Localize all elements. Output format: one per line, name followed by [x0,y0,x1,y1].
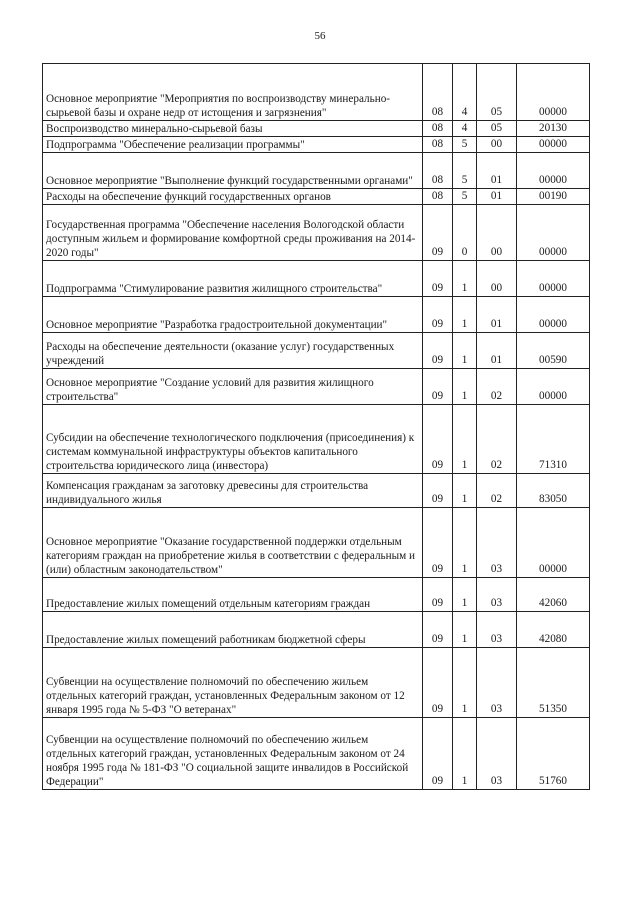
expense-name-cell: Подпрограмма "Стимулирование развития жилищного строительства" [43,261,423,297]
expense-name-cell: Субвенции на осуществление полномочий по обеспечению жильем отдельных категорий граждан, установленных Федеральным законом от 12 января 1995 года № 5-ФЗ "О ветеранах" [43,648,423,718]
subprogram-code-cell: 1 [453,612,477,648]
expense-name-cell: Расходы на обеспечение деятельности (оказание услуг) государственных учреждений [43,333,423,369]
subprogram-code-cell: 1 [453,474,477,508]
expense-name-cell: Субвенции на осуществление полномочий по обеспечению жильем отдельных категорий граждан, установленных Федеральным законом от 24 ноября 1995 года № 181-ФЗ "О социальной защите инвалидов в Российской Федерации" [43,718,423,790]
expense-direction-code-cell: 83050 [517,474,590,508]
expense-name-cell: Основное мероприятие "Разработка градостроительной документации" [43,297,423,333]
measure-code-cell: 05 [477,64,517,121]
expense-direction-code-cell: 00000 [517,153,590,189]
program-code-cell: 08 [423,189,453,205]
measure-code-cell: 03 [477,648,517,718]
table-row [43,508,590,578]
program-code-cell: 09 [423,261,453,297]
measure-code-cell: 05 [477,121,517,137]
expense-direction-code-cell: 00000 [517,137,590,153]
table-body [43,64,590,790]
program-code-cell: 09 [423,333,453,369]
program-code-cell: 08 [423,121,453,137]
subprogram-code-cell: 1 [453,405,477,474]
subprogram-code-cell: 0 [453,205,477,261]
program-code-cell: 09 [423,648,453,718]
expense-direction-code-cell: 00000 [517,508,590,578]
program-code-cell: 09 [423,297,453,333]
expense-direction-code-cell: 42060 [517,578,590,612]
budget-classification-table [42,63,590,790]
expense-name-cell: Предоставление жилых помещений работникам бюджетной сферы [43,612,423,648]
expense-direction-code-cell: 00000 [517,369,590,405]
table-row [43,369,590,405]
expense-direction-code-cell: 71310 [517,405,590,474]
subprogram-code-cell: 5 [453,153,477,189]
expense-direction-code-cell: 51350 [517,648,590,718]
expense-direction-code-cell: 00190 [517,189,590,205]
measure-code-cell: 01 [477,333,517,369]
subprogram-code-cell: 1 [453,297,477,333]
program-code-cell: 09 [423,612,453,648]
subprogram-code-cell: 4 [453,121,477,137]
expense-name-cell: Основное мероприятие "Выполнение функций государственными органами" [43,153,423,189]
expense-direction-code-cell: 20130 [517,121,590,137]
subprogram-code-cell: 1 [453,718,477,790]
subprogram-code-cell: 1 [453,333,477,369]
measure-code-cell: 00 [477,137,517,153]
expense-name-cell: Компенсация гражданам за заготовку древесины для строительства индивидуального жилья [43,474,423,508]
expense-name-cell: Основное мероприятие "Мероприятия по воспроизводству минерально-сырьевой базы и охране недр от истощения и загрязнения" [43,64,423,121]
expense-direction-code-cell: 42080 [517,612,590,648]
expense-direction-code-cell: 00000 [517,261,590,297]
expense-name-cell: Подпрограмма "Обеспечение реализации программы" [43,137,423,153]
measure-code-cell: 01 [477,297,517,333]
subprogram-code-cell: 1 [453,369,477,405]
measure-code-cell: 01 [477,189,517,205]
measure-code-cell: 02 [477,474,517,508]
measure-code-cell: 00 [477,205,517,261]
program-code-cell: 09 [423,369,453,405]
program-code-cell: 08 [423,64,453,121]
program-code-cell: 09 [423,578,453,612]
measure-code-cell: 03 [477,508,517,578]
table-row [43,297,590,333]
expense-name-cell: Предоставление жилых помещений отдельным категориям граждан [43,578,423,612]
program-code-cell: 09 [423,718,453,790]
table-row [43,64,590,121]
page-number: 56 [314,30,326,42]
table-row [43,189,590,205]
table-row [43,718,590,790]
expense-direction-code-cell: 00590 [517,333,590,369]
subprogram-code-cell: 1 [453,578,477,612]
table-row [43,333,590,369]
program-code-cell: 08 [423,153,453,189]
expense-direction-code-cell: 00000 [517,64,590,121]
subprogram-code-cell: 5 [453,137,477,153]
subprogram-code-cell: 1 [453,261,477,297]
table-row [43,137,590,153]
measure-code-cell: 02 [477,405,517,474]
table-row [43,578,590,612]
expense-direction-code-cell: 51760 [517,718,590,790]
table-row [43,648,590,718]
measure-code-cell: 01 [477,153,517,189]
table-row [43,474,590,508]
measure-code-cell: 03 [477,718,517,790]
expense-name-cell: Воспроизводство минерально-сырьевой базы [43,121,423,137]
program-code-cell: 09 [423,474,453,508]
program-code-cell: 09 [423,405,453,474]
table-row [43,261,590,297]
measure-code-cell: 02 [477,369,517,405]
program-code-cell: 09 [423,205,453,261]
table-row [43,405,590,474]
measure-code-cell: 03 [477,578,517,612]
subprogram-code-cell: 5 [453,189,477,205]
subprogram-code-cell: 1 [453,508,477,578]
program-code-cell: 08 [423,137,453,153]
expense-name-cell: Основное мероприятие "Создание условий для развития жилищного строительства" [43,369,423,405]
table-row [43,612,590,648]
expense-name-cell: Государственная программа "Обеспечение населения Вологодской области доступным жильем и формирование комфортной среды проживания на 2014-2020 годы" [43,205,423,261]
measure-code-cell: 00 [477,261,517,297]
measure-code-cell: 03 [477,612,517,648]
subprogram-code-cell: 4 [453,64,477,121]
table-row [43,153,590,189]
expense-direction-code-cell: 00000 [517,297,590,333]
expense-name-cell: Основное мероприятие "Оказание государственной поддержки отдельным категориям граждан на приобретение жилья в соответствии с федеральным и (или) областным законодательством" [43,508,423,578]
expense-name-cell: Субсидии на обеспечение технологического подключения (присоединения) к системам коммунальной инфраструктуры объектов капитального строительства юридического лица (инвестора) [43,405,423,474]
expense-name-cell: Расходы на обеспечение функций государственных органов [43,189,423,205]
expense-direction-code-cell: 00000 [517,205,590,261]
table-row [43,121,590,137]
subprogram-code-cell: 1 [453,648,477,718]
program-code-cell: 09 [423,508,453,578]
table-row [43,205,590,261]
